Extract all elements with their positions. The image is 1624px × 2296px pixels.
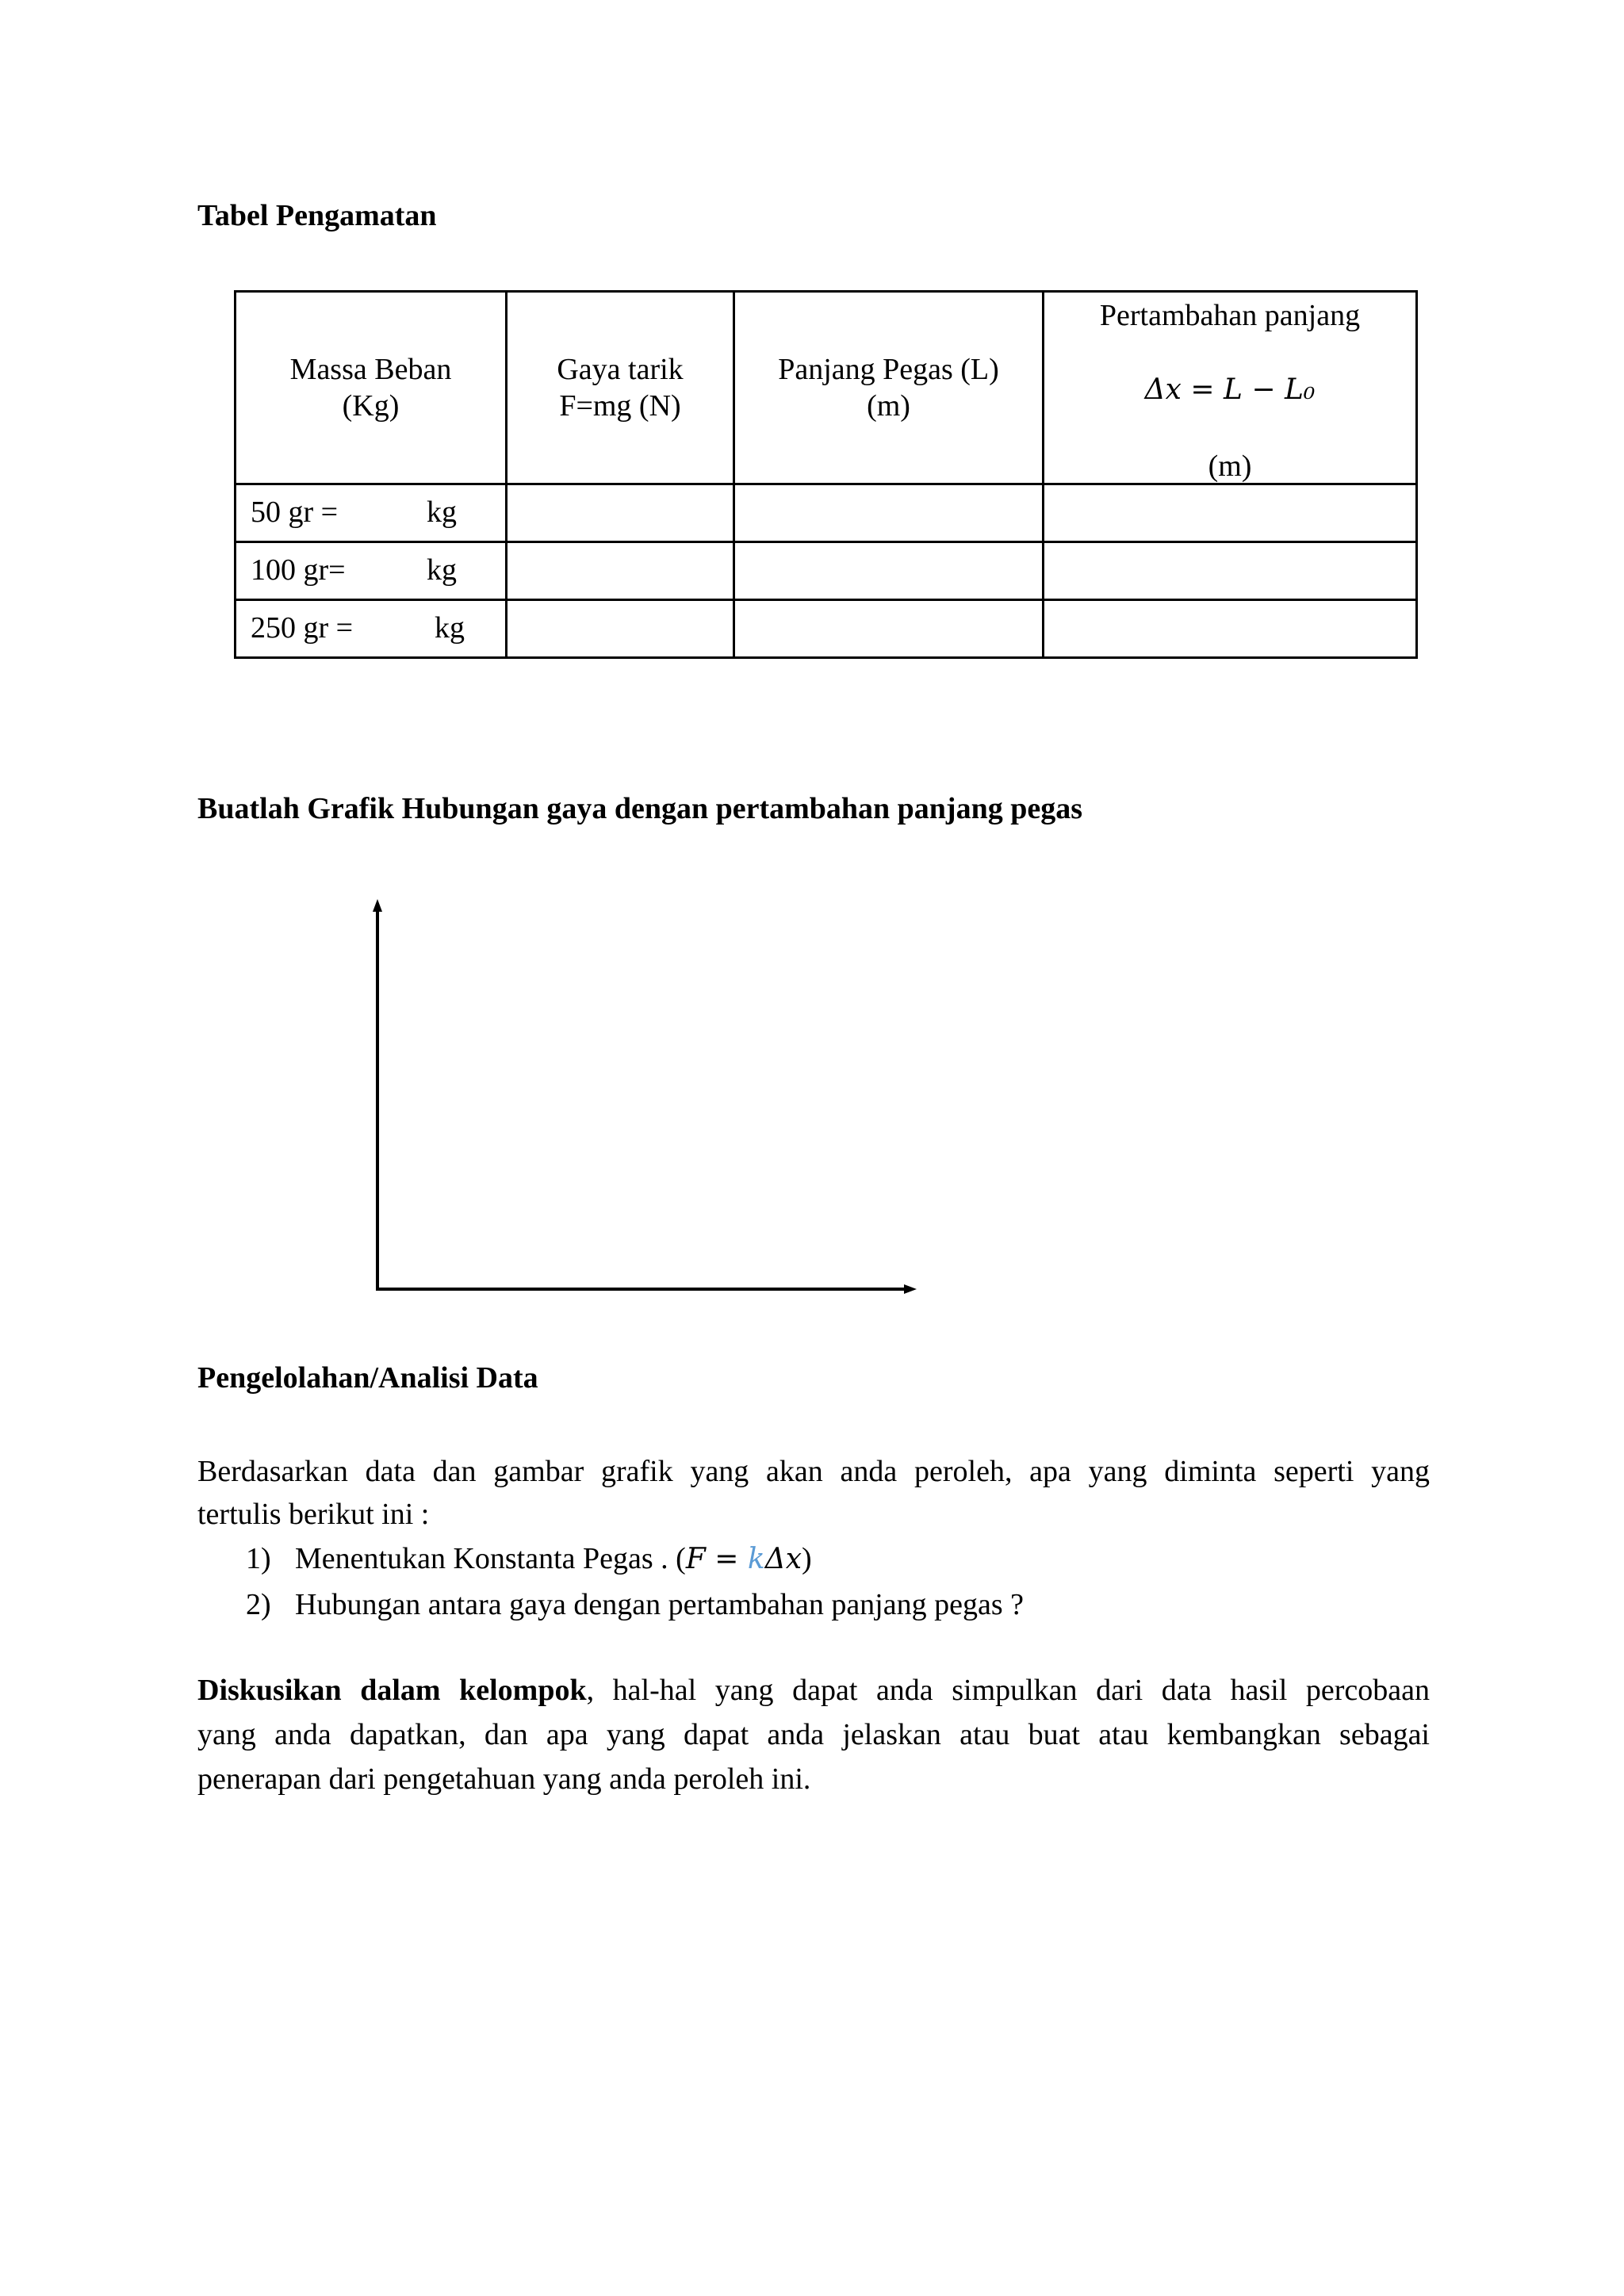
cell-mass xyxy=(236,484,507,542)
section-title-analysis: Pengelolahan/Analisi Data xyxy=(197,1361,538,1395)
analysis-intro-line2: tertulis berikut ini : xyxy=(197,1498,430,1531)
list-text: Menentukan Konstanta Pegas . ( xyxy=(295,1542,686,1575)
mass-value: 50 gr = xyxy=(251,496,339,529)
discussion-bold-lead: Diskusikan dalam kelompok xyxy=(197,1674,587,1707)
mass-unit: kg xyxy=(427,553,457,587)
header-elongation-unit: (m) xyxy=(1208,450,1252,483)
discussion-line2: yang anda dapatkan, dan apa yang dapat anda jelaskan atau buat atau kembangkan sebagai xyxy=(197,1718,1430,1751)
section-title-observation-table: Tabel Pengamatan xyxy=(197,199,437,232)
cell-length[interactable] xyxy=(734,600,1044,658)
cell-elongation[interactable] xyxy=(1044,542,1417,600)
analysis-intro-line1: Berdasarkan data dan gambar grafik yang akan anda peroleh, apa yang diminta seperti yang xyxy=(197,1455,1430,1488)
cell-force[interactable] xyxy=(507,600,734,658)
table-row xyxy=(236,542,1417,600)
mass-value: 250 gr = xyxy=(251,611,354,645)
header-mass-label: Massa Beban xyxy=(289,353,452,386)
discussion-line1-rest: , hal-hal yang dapat anda simpulkan dari data hasil percobaan xyxy=(586,1674,1430,1707)
cell-force[interactable] xyxy=(507,542,734,600)
header-elongation xyxy=(1044,292,1417,484)
cell-mass xyxy=(236,542,507,600)
formula-force: F = xyxy=(685,1543,748,1575)
mass-value: 100 gr= xyxy=(251,553,346,587)
mass-unit: kg xyxy=(427,496,457,529)
header-mass-unit: (Kg) xyxy=(342,389,400,423)
list-item xyxy=(246,1582,1024,1627)
discussion-line1 xyxy=(197,1668,1430,1712)
formula-delta-x: Δx xyxy=(764,1543,802,1575)
formula-constant-k: k xyxy=(747,1543,765,1575)
cell-length[interactable] xyxy=(734,484,1044,542)
header-elongation-formula: Δx = L − L₀ xyxy=(1144,373,1316,406)
mass-unit: kg xyxy=(435,611,465,645)
table-header-row xyxy=(236,292,1417,484)
formula-close-paren: ) xyxy=(802,1542,812,1575)
list-number: 2) xyxy=(246,1588,271,1621)
cell-elongation[interactable] xyxy=(1044,600,1417,658)
table-row xyxy=(236,484,1417,542)
list-text: Hubungan antara gaya dengan pertambahan panjang pegas ? xyxy=(295,1588,1024,1621)
header-length-label: Panjang Pegas (L) xyxy=(778,353,999,386)
x-axis-arrow-icon xyxy=(904,1284,917,1294)
header-force-formula: F=mg (N) xyxy=(559,389,681,423)
discussion-line3: penerapan dari pengetahuan yang anda peroleh ini. xyxy=(197,1762,811,1796)
list-item xyxy=(246,1536,812,1582)
header-force xyxy=(507,292,734,484)
header-elongation-label: Pertambahan panjang xyxy=(1099,299,1361,332)
list-number: 1) xyxy=(246,1542,271,1575)
header-mass xyxy=(236,292,507,484)
observation-table xyxy=(234,290,1418,659)
header-length-unit: (m) xyxy=(867,389,910,423)
cell-length[interactable] xyxy=(734,542,1044,600)
y-axis-arrow-icon xyxy=(373,899,382,912)
graph-axes xyxy=(349,896,928,1308)
header-spring-length xyxy=(734,292,1044,484)
header-force-label: Gaya tarik xyxy=(557,353,684,386)
cell-force[interactable] xyxy=(507,484,734,542)
table-row xyxy=(236,600,1417,658)
cell-mass xyxy=(236,600,507,658)
cell-elongation[interactable] xyxy=(1044,484,1417,542)
section-title-graph: Buatlah Grafik Hubungan gaya dengan pertambahan panjang pegas xyxy=(197,792,1083,825)
